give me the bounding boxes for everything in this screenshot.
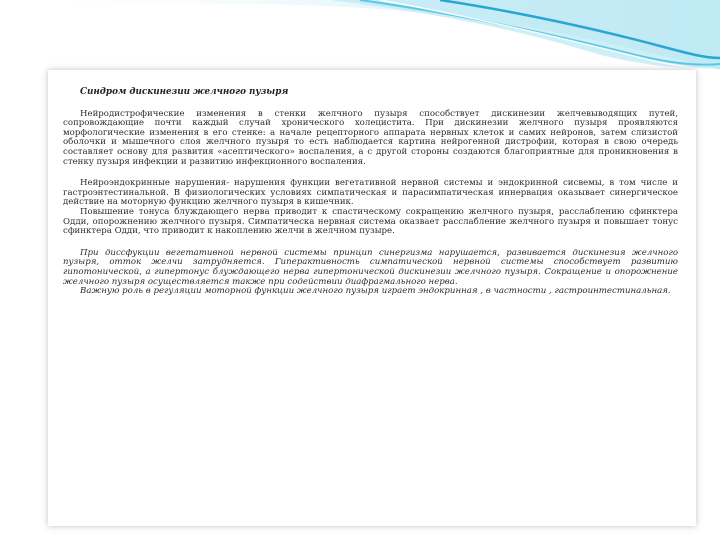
paragraph-4: При диссфукции вегетативной нервной системы принцип синергизма нарушается, развивается дискинезия желчного пузыря, отток желчи затрудняется. Гиперактивность симпатической нервной системы способствует развитию гипотонической, а гипертонус блуждающего нерва гипертонической дискинезии желчного пузыря. Сокращение и опорожнение желчного пузыря осуществляется также при содействии диафрагмального нерва. <box>63 247 678 287</box>
paragraph-3: Повышение тонуса блуждающего нерва приводит к спастическому сокращению желчного пузыря, расслаблению сфинктера Одди, опорожнению желчного пузыря. Симпатическа нервная система оказвает расслабление желчного пузыря и повышает тонус сфинктера Одди, что приводит к накоплению желчи в желчном пузыре. <box>63 206 678 237</box>
document-content <box>63 88 678 297</box>
document-page <box>48 70 696 526</box>
decorative-wave-banner <box>0 0 720 70</box>
paragraph-2: Нейроэндокринные нарушения- нарушения функции вегетативной нервной системы и эндокринной сисвемы, в том числе и гастроэнтестинальной. В физиологических условиях симпатическая и парасимпатическая иннервация оказывает синергическое действие на моторную функцию желчного пузыря в кишечник. <box>63 178 678 208</box>
document-title: Синдром дискинезии желчного пузыря <box>80 87 289 97</box>
paragraph-5: Важную роль в регуляции моторной функции желчного пузыря играет эндокринная , в частности , гастроинтестинальная. <box>80 286 671 297</box>
paragraph-1: Нейродистрофические изменения в стенки желчного пузыря способствует дискинезии желчевыводящих путей, сопровождающие почти каждый случай хронического холецистита. При дискинезии желчного пузыря проявляются морфологические изменения в его стенке: а начале рецепторного аппарата нервных клеток и самих нейронов, затем слизистой оболочки и мышечного слоя желчного пузыря то есть наблюдается картина нейрогенной дистрофии, которая в свою очередь составляет основу для развития «асептического» воспаления, а с другой стороны создаются благоприятные для проникновения в стенку пузыря инфекции и развитию инфекционного воспаления. <box>63 108 678 167</box>
wave-mid <box>330 0 720 68</box>
